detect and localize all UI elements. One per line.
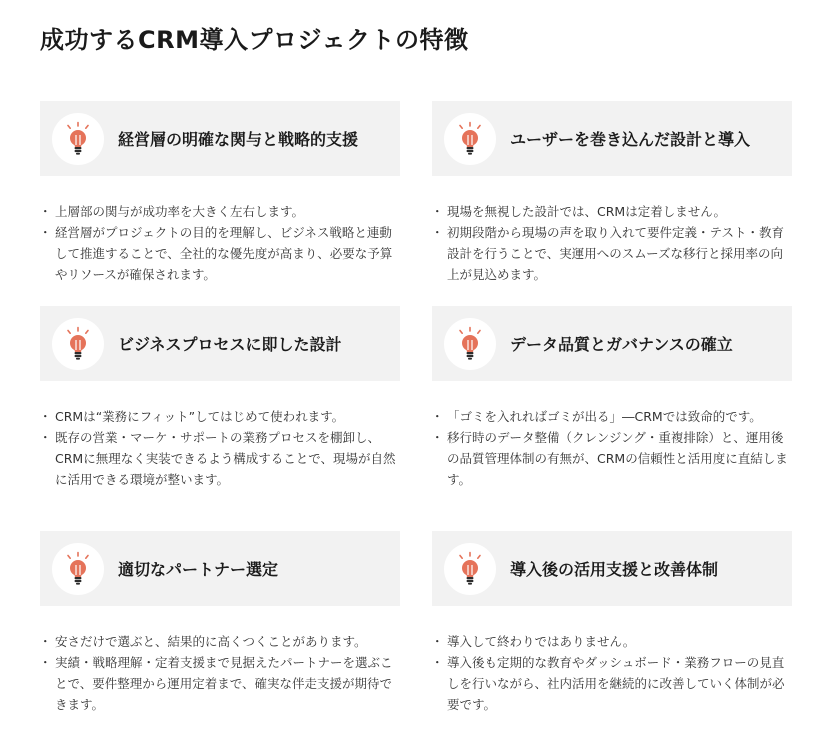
- bullet-list: [40, 201, 400, 285]
- lightbulb-icon: [52, 318, 104, 370]
- bullet-list: [40, 406, 400, 490]
- lightbulb-icon: [444, 318, 496, 370]
- card-title: 適切なパートナー選定: [118, 560, 279, 579]
- bullet-item: ・ 経営層がプロジェクトの目的を理解し、ビジネス戦略と連動して推進することで、全社的な優先度が高まり、必要な予算やリソースが確保されます。: [42, 222, 400, 285]
- feature-card: [40, 101, 400, 285]
- feature-card: [432, 306, 792, 490]
- bullet-item: ・ 既存の営業・マーケ・サポートの業務プロセスを棚卸し、CRMに無理なく実装できるよう構成することで、現場が自然に活用できる環境が整います。: [42, 427, 400, 490]
- bullet-list: [432, 201, 792, 285]
- card-header: [432, 101, 792, 176]
- card-header: [40, 531, 400, 606]
- lightbulb-icon: [444, 113, 496, 165]
- bullet-item: ・ 実績・戦略理解・定着支援まで見据えたパートナーを選ぶことで、要件整理から運用定着まで、確実な伴走支援が期待できます。: [42, 652, 400, 715]
- bullet-item: ・ 安さだけで選ぶと、結果的に高くつくことがあります。: [42, 631, 400, 652]
- card-header: [40, 101, 400, 176]
- page-title: 成功するCRM導入プロジェクトの特徴: [40, 26, 469, 54]
- bullet-item: ・ 導入して終わりではありません。: [434, 631, 792, 652]
- card-title: ビジネスプロセスに即した設計: [118, 335, 342, 354]
- card-title: データ品質とガバナンスの確立: [510, 335, 733, 354]
- card-header: [432, 306, 792, 381]
- feature-card: [40, 531, 400, 715]
- lightbulb-icon: [444, 543, 496, 595]
- bullet-item: ・ 上層部の関与が成功率を大きく左右します。: [42, 201, 400, 222]
- feature-card: [432, 531, 792, 715]
- card-header: [432, 531, 792, 606]
- bullet-item: ・ 移行時のデータ整備（クレンジング・重複排除）と、運用後の品質管理体制の有無が、CRMの信頼性と活用度に直結します。: [434, 427, 792, 490]
- bullet-item: ・ 初期段階から現場の声を取り入れて要件定義・テスト・教育設計を行うことで、実運用へのスムーズな移行と採用率の向上が見込めます。: [434, 222, 792, 285]
- bullet-list: [432, 631, 792, 715]
- lightbulb-icon: [52, 113, 104, 165]
- bullet-list: [40, 631, 400, 715]
- feature-card: [432, 101, 792, 285]
- bullet-item: ・ CRMは“業務にフィット”してはじめて使われます。: [42, 406, 400, 427]
- bullet-item: ・ 現場を無視した設計では、CRMは定着しません。: [434, 201, 792, 222]
- card-title: ユーザーを巻き込んだ設計と導入: [510, 130, 751, 149]
- bullet-item: ・ 「ゴミを入れればゴミが出る」―CRMでは致命的です。: [434, 406, 792, 427]
- card-header: [40, 306, 400, 381]
- bullet-item: ・ 導入後も定期的な教育やダッシュボード・業務フローの見直しを行いながら、社内活用を継続的に改善していく体制が必要です。: [434, 652, 792, 715]
- card-title: 経営層の明確な関与と戦略的支援: [118, 130, 359, 149]
- bullet-list: [432, 406, 792, 490]
- feature-card: [40, 306, 400, 490]
- card-title: 導入後の活用支援と改善体制: [510, 560, 719, 579]
- lightbulb-icon: [52, 543, 104, 595]
